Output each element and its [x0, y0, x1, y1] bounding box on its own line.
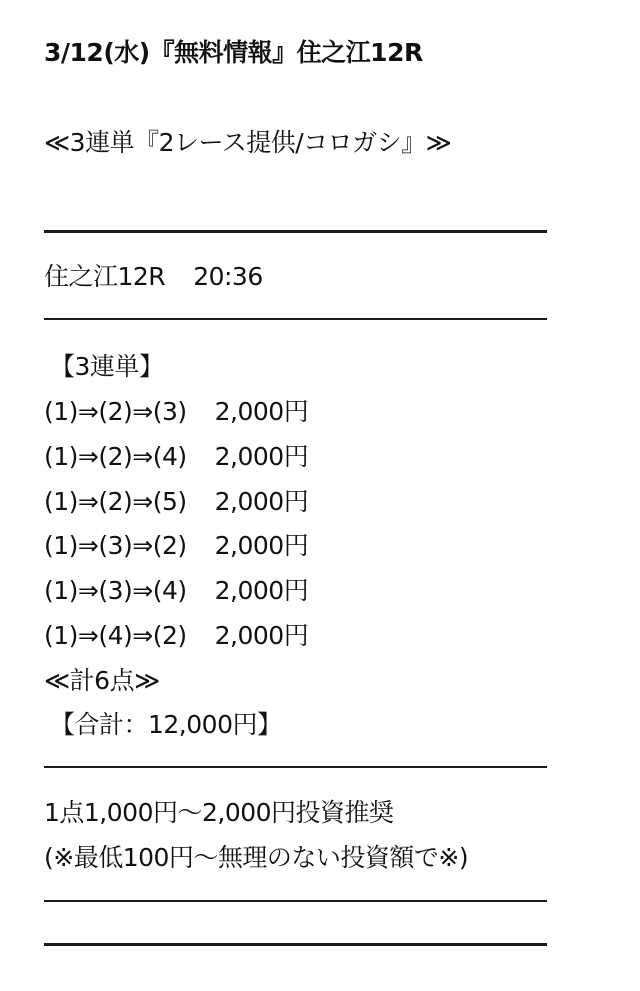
bet-row [44, 576, 308, 606]
investment-recommendation: 1点1,000円〜2,000円投資推奨 [44, 798, 394, 827]
bet-combo: (1)⇒(2)⇒(4) [44, 442, 187, 471]
bet-row [44, 487, 308, 517]
offer-subtitle: ≪3連単『2レース提供/コロガシ』≫ [44, 128, 452, 157]
bet-type-heading: 【3連単】 [50, 352, 164, 381]
bet-amount: 2,000円 [214, 487, 309, 516]
bet-combo: (1)⇒(2)⇒(5) [44, 487, 187, 516]
bet-combo: (1)⇒(3)⇒(2) [44, 531, 187, 560]
bet-row [44, 442, 308, 472]
bet-amount: 2,000円 [214, 397, 309, 426]
race-name: 住之江12R [44, 262, 166, 291]
page-title: 3/12(水)『無料情報』住之江12R [44, 38, 423, 67]
bet-row [44, 531, 308, 561]
bet-total: 【合計：12,000円】 [50, 710, 282, 739]
bet-row [44, 397, 308, 427]
bet-combo: (1)⇒(3)⇒(4) [44, 576, 187, 605]
bet-amount: 2,000円 [214, 531, 309, 560]
divider-bottom-2 [44, 943, 547, 946]
bet-amount: 2,000円 [214, 576, 309, 605]
divider-top [44, 230, 547, 233]
investment-note: (※最低100円〜無理のない投資額で※) [44, 843, 469, 872]
bet-combo: (1)⇒(2)⇒(3) [44, 397, 187, 426]
divider-race [44, 318, 547, 320]
divider-total [44, 766, 547, 768]
bet-count: ≪計6点≫ [44, 666, 160, 695]
bet-amount: 2,000円 [214, 621, 309, 650]
bet-row [44, 621, 308, 651]
race-time: 20:36 [193, 262, 263, 291]
divider-bottom-1 [44, 900, 547, 902]
bet-combo: (1)⇒(4)⇒(2) [44, 621, 187, 650]
bet-amount: 2,000円 [214, 442, 309, 471]
race-info [44, 262, 263, 292]
